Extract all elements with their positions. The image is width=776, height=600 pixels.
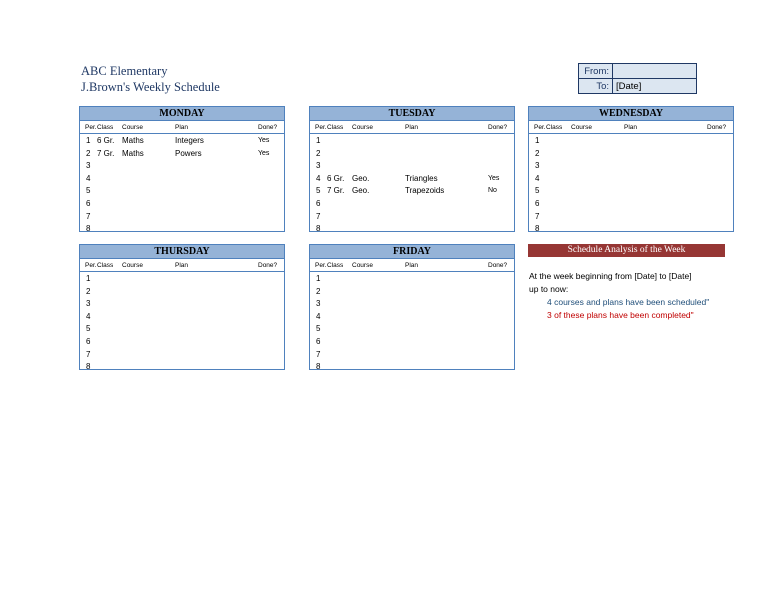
period-row[interactable]	[80, 147, 284, 160]
column-header-class: Class	[327, 124, 344, 131]
cell-per: 3	[86, 161, 91, 171]
day-block-thursday	[79, 244, 285, 370]
period-row[interactable]	[80, 159, 284, 172]
cell-per: 5	[316, 186, 321, 196]
period-row[interactable]	[310, 297, 514, 310]
period-row[interactable]	[529, 184, 733, 197]
cell-per: 1	[316, 136, 321, 145]
period-row[interactable]	[310, 285, 514, 298]
cell-class: 6 Gr.	[327, 173, 345, 183]
day-block-friday	[309, 244, 515, 370]
period-row[interactable]	[80, 297, 284, 310]
period-row[interactable]	[80, 222, 284, 235]
analysis-line-2: up to now:	[529, 284, 569, 294]
period-row[interactable]	[310, 348, 514, 361]
period-row[interactable]	[80, 210, 284, 223]
period-row[interactable]	[310, 147, 514, 160]
period-row[interactable]	[80, 335, 284, 348]
cell-per: 4	[535, 173, 540, 183]
cell-per: 7	[316, 349, 321, 359]
column-header-course: Course	[122, 262, 143, 269]
cell-plan: Triangles	[405, 173, 438, 183]
period-row[interactable]	[310, 272, 514, 285]
cell-per: 7	[535, 211, 540, 221]
period-row[interactable]	[310, 197, 514, 210]
period-row[interactable]	[80, 310, 284, 323]
period-row[interactable]	[310, 310, 514, 323]
cell-per: 3	[535, 161, 540, 171]
cell-done: Yes	[258, 149, 270, 157]
period-row[interactable]	[80, 172, 284, 185]
cell-per: 3	[316, 299, 321, 309]
column-header-plan: Plan	[624, 124, 638, 131]
cell-per: 4	[316, 311, 321, 321]
cell-per: 1	[86, 136, 91, 145]
column-header-row	[80, 121, 284, 134]
column-header-per: Per.	[315, 124, 327, 131]
column-header-per: Per.	[85, 262, 97, 269]
cell-done: Yes	[488, 174, 500, 182]
from-date-cell[interactable]	[613, 64, 697, 79]
cell-per: 7	[86, 211, 91, 221]
period-row[interactable]	[80, 272, 284, 285]
from-label: From:	[579, 64, 613, 79]
school-name: ABC Elementary	[81, 64, 168, 78]
analysis-scheduled: 4 courses and plans have been scheduled"	[547, 297, 710, 307]
column-header-done: Done?	[707, 124, 727, 131]
date-range-table	[578, 63, 697, 94]
period-row[interactable]	[529, 159, 733, 172]
day-header: MONDAY	[80, 107, 284, 121]
column-header-row	[310, 259, 514, 272]
column-header-done: Done?	[488, 262, 508, 269]
cell-done: No	[488, 187, 497, 195]
period-row[interactable]	[310, 222, 514, 235]
period-row[interactable]	[80, 322, 284, 335]
cell-per: 6	[86, 336, 91, 346]
column-header-plan: Plan	[175, 124, 189, 131]
column-header-plan: Plan	[405, 262, 419, 269]
cell-per: 7	[316, 211, 321, 221]
period-row[interactable]	[310, 210, 514, 223]
column-header-class: Class	[546, 124, 563, 131]
period-row[interactable]	[80, 285, 284, 298]
cell-per: 5	[535, 186, 540, 196]
cell-per: 8	[86, 362, 91, 372]
cell-per: 3	[316, 161, 321, 171]
cell-per: 5	[86, 186, 91, 196]
column-header-row	[80, 259, 284, 272]
period-row[interactable]	[80, 348, 284, 361]
period-row[interactable]	[80, 197, 284, 210]
cell-per: 1	[316, 274, 321, 283]
cell-plan: Trapezoids	[405, 186, 445, 196]
period-row[interactable]	[310, 172, 514, 185]
cell-per: 4	[316, 173, 321, 183]
cell-per: 5	[86, 324, 91, 334]
column-header-done: Done?	[258, 262, 278, 269]
cell-per: 7	[86, 349, 91, 359]
cell-per: 2	[316, 148, 321, 158]
to-label: To:	[579, 79, 613, 94]
analysis-line-1: At the week beginning from [Date] to [Date]	[529, 271, 692, 281]
cell-course: Geo.	[352, 186, 370, 196]
cell-per: 1	[535, 136, 540, 145]
day-block-wednesday	[528, 106, 734, 232]
column-header-row	[529, 121, 733, 134]
period-row[interactable]	[529, 197, 733, 210]
cell-course: Geo.	[352, 173, 370, 183]
cell-per: 8	[316, 224, 321, 234]
day-block-tuesday	[309, 106, 515, 232]
period-row[interactable]	[310, 335, 514, 348]
cell-per: 6	[86, 198, 91, 208]
cell-per: 2	[86, 286, 91, 296]
period-row[interactable]	[310, 184, 514, 197]
column-header-per: Per.	[534, 124, 546, 131]
column-header-course: Course	[352, 262, 373, 269]
day-header: THURSDAY	[80, 245, 284, 259]
period-row[interactable]	[529, 147, 733, 160]
column-header-done: Done?	[258, 124, 278, 131]
cell-per: 3	[86, 299, 91, 309]
day-block-monday	[79, 106, 285, 232]
cell-per: 4	[86, 173, 91, 183]
cell-per: 6	[316, 336, 321, 346]
cell-plan: Integers	[175, 136, 204, 145]
column-header-course: Course	[571, 124, 592, 131]
column-header-course: Course	[352, 124, 373, 131]
column-header-class: Class	[97, 262, 114, 269]
day-header: FRIDAY	[310, 245, 514, 259]
column-header-class: Class	[97, 124, 114, 131]
period-row[interactable]	[529, 172, 733, 185]
cell-class: 6 Gr.	[97, 136, 115, 145]
cell-class: 7 Gr.	[327, 186, 345, 196]
period-row[interactable]	[310, 322, 514, 335]
cell-per: 8	[535, 224, 540, 234]
cell-course: Maths	[122, 148, 144, 158]
column-header-class: Class	[327, 262, 344, 269]
period-row[interactable]	[310, 360, 514, 373]
cell-per: 8	[86, 224, 91, 234]
cell-per: 8	[316, 362, 321, 372]
period-row[interactable]	[310, 134, 514, 147]
period-row[interactable]	[80, 134, 284, 147]
column-header-plan: Plan	[175, 262, 189, 269]
column-header-row	[310, 121, 514, 134]
cell-per: 2	[535, 148, 540, 158]
cell-per: 4	[86, 311, 91, 321]
schedule-title: J.Brown's Weekly Schedule	[81, 80, 220, 94]
analysis-completed: 3 of these plans have been completed"	[547, 310, 694, 320]
cell-per: 5	[316, 324, 321, 334]
cell-course: Maths	[122, 136, 144, 145]
day-header: TUESDAY	[310, 107, 514, 121]
cell-class: 7 Gr.	[97, 148, 115, 158]
column-header-course: Course	[122, 124, 143, 131]
column-header-done: Done?	[488, 124, 508, 131]
cell-per: 1	[86, 274, 91, 283]
cell-per: 2	[316, 286, 321, 296]
to-date-cell[interactable]: [Date]	[613, 79, 697, 94]
period-row[interactable]	[529, 222, 733, 235]
period-row[interactable]	[310, 159, 514, 172]
analysis-title: Schedule Analysis of the Week	[528, 244, 725, 257]
cell-per: 6	[316, 198, 321, 208]
cell-per: 2	[86, 148, 91, 158]
column-header-per: Per.	[85, 124, 97, 131]
cell-per: 6	[535, 198, 540, 208]
period-row[interactable]	[80, 184, 284, 197]
column-header-plan: Plan	[405, 124, 419, 131]
column-header-per: Per.	[315, 262, 327, 269]
cell-done: Yes	[258, 137, 270, 144]
period-row[interactable]	[529, 134, 733, 147]
cell-plan: Powers	[175, 148, 202, 158]
period-row[interactable]	[80, 360, 284, 373]
period-row[interactable]	[529, 210, 733, 223]
day-header: WEDNESDAY	[529, 107, 733, 121]
